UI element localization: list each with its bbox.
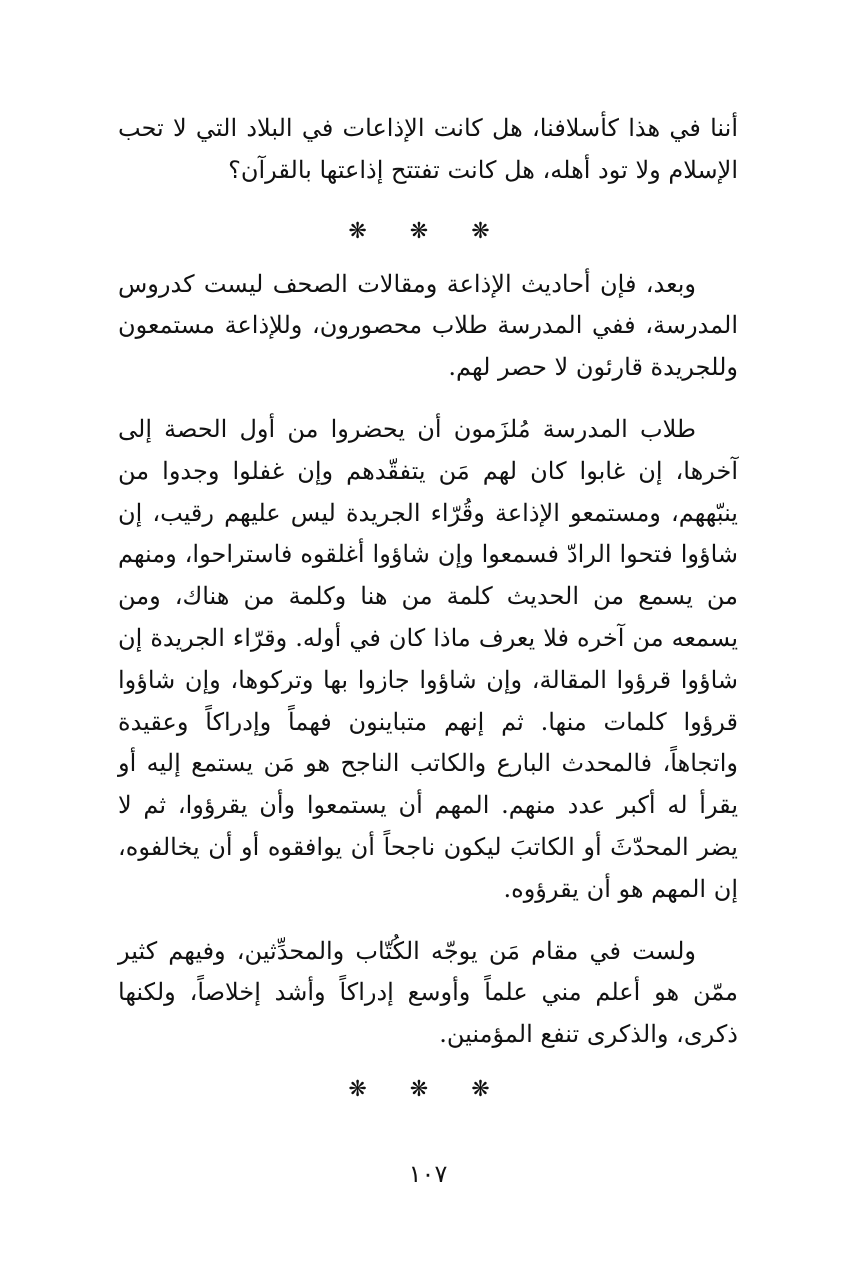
- paragraph-2: وبعد، فإن أحاديث الإذاعة ومقالات الصحف ليست كدروس المدرسة، ففي المدرسة طلاب محصورون، وللإذاعة مستمعون وللجريدة قارئون لا حصر لهم.: [118, 269, 738, 382]
- paragraph-4: ولست في مقام مَن يوجّه الكُتّاب والمحدِّثين، وفيهم كثير ممّن هو أعلم مني علماً وأوسع إدراكاً وأشد إخلاصاً، ولكنها ذكرى، والذكرى تنفع المؤمنين.: [118, 936, 738, 1049]
- page-number: ١٠٧: [408, 1160, 448, 1188]
- section-separator-bottom: ❋ ❋ ❋: [348, 1076, 508, 1102]
- paragraph-1: أننا في هذا كأسلافنا، هل كانت الإذاعات في البلاد التي لا تحب الإسلام ولا تود أهله، هل كانت تفتتح إذاعتها بالقرآن؟: [118, 114, 738, 184]
- paragraph-3: طلاب المدرسة مُلزَمون أن يحضروا من أول الحصة إلى آخرها، إن غابوا كان لهم مَن يتفقّدهم وإن غفلوا وجدوا من ينبّههم، ومستمعو الإذاعة وقُرّاء الجريدة ليس عليهم رقيب، إن شاؤوا فتحوا الرادّ فسمعوا وإن شاؤوا أغلقوه فاستراحوا، ومنهم من يسمع من الحديث كلمة من هنا وكلمة من هناك، ومن يسمعه من آخره فلا يعرف ماذا كان في أوله. وقرّاء الجريدة إن شاؤوا قرؤوا المقالة، وإن شاؤوا جازوا بها وتركوها، وإن شاؤوا قرؤوا كلمات منها. ثم إنهم متباينون فهماً وإدراكاً وعقيدة واتجاهاً، فالمحدث البارع والكاتب الناجح هو مَن يستمع إليه أو يقرأ له أكبر عدد منهم. المهم أن يستمعوا وأن يقرؤوا، ثم لا يضر المحدّثَ أو الكاتبَ ليكون ناجحاً أن يوافقوه أو أن يخالفوه، إن المهم هو أن يقرؤوه.: [118, 414, 739, 903]
- section-separator-top: ❋ ❋ ❋: [348, 218, 508, 244]
- page-body: [118, 108, 738, 1122]
